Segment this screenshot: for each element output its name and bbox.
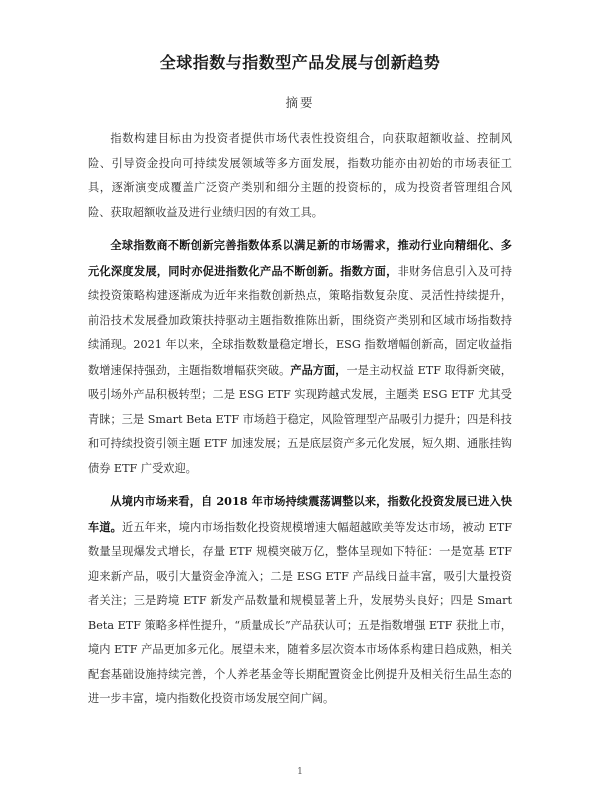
page-number: 1 <box>297 767 303 777</box>
text-run-bold: 产品方面， <box>290 362 347 377</box>
abstract-body <box>88 127 512 720</box>
text-run: 非财务信息引入及可持续投资策略构建逐渐成为近年来指数创新热点，策略指数复杂度、灵活性持续提升，前沿技术发展叠加政策扶持驱动主题指数推陈出新，围绕资产类别和区域市场指数持续涌现。2021 年以来，全球指数数量稳定增长，ESG 指数增幅创新高，固定收益指数增速保持强劲，主题指数增幅获突破。 <box>88 264 512 377</box>
text-run: 一是主动权益 ETF 取得新突破，吸引场外产品积极转型；二是 ESG ETF 实现跨越式发展，主题类 ESG ETF 尤其受青睐；三是 Smart Beta ETF 市场趋于稳定，风险管理型产品吸引力提升；四是科技和可持续投资引领主题 ETF 加速发展；五是底层资产多元化发展，短久期、通胀挂钩债券 ETF 广受欢迎。 <box>88 363 512 475</box>
text-run-bold: 从境内市场来看，自 2018 年市场持续震荡调整以来，指数化投资发展已进入快车道。 <box>88 494 512 534</box>
document-title: 全球指数与指数型产品发展与创新趋势 <box>159 53 441 72</box>
paragraph-global-trends <box>88 233 512 481</box>
text-run: 近五年来，境内市场指数化投资规模增速大幅超越欧美等发达市场，被动 ETF 数量呈现爆发式增长，存量 ETF 规模突破万亿，整体呈现如下特征：一是宽基 ETF 迎来新产品，吸引大量资金净流入；二是 ESG ETF 产品线日益丰富，吸引大量投资者关注；三是跨境 ETF 新发产品数量和规模显著上升，发展势头良好；四是 Smart Beta ETF 策略多样性提升，“质量成长”产品获认可；五是指数增强 ETF 获批上市，境内 ETF 产品更加多元化。展望未来，随着多层次资本市场体系构建日趋成熟，相关配套基础设施持续完善，个人养老基金等长期配置资金比例提升及相关衍生品生态的进一步丰富，境内指数化投资市场发展空间广阔。 <box>88 520 512 705</box>
text-run-bold: 全球指数商不断创新完善指数体系以满足新的市场需求，推动行业向精细化、多元化深度发展，同时亦促进指数化产品不断创新。 <box>88 238 512 278</box>
paragraph-intro <box>88 127 512 225</box>
text-run: 指数构建目标由为投资者提供市场代表性投资组合，向获取超额收益、控制风险、引导资金投向可持续发展领域等多方面发展，指数功能亦由初始的市场表征工具，逐渐演变成覆盖广泛资产类别和细分主题的投资标的，成为投资者管理组合风险、获取超额收益及进行业绩归因的有效工具。 <box>88 132 512 219</box>
paragraph-domestic-market <box>88 489 512 712</box>
abstract-heading: 摘要 <box>285 95 315 110</box>
text-run-bold: 指数方面， <box>340 263 398 278</box>
